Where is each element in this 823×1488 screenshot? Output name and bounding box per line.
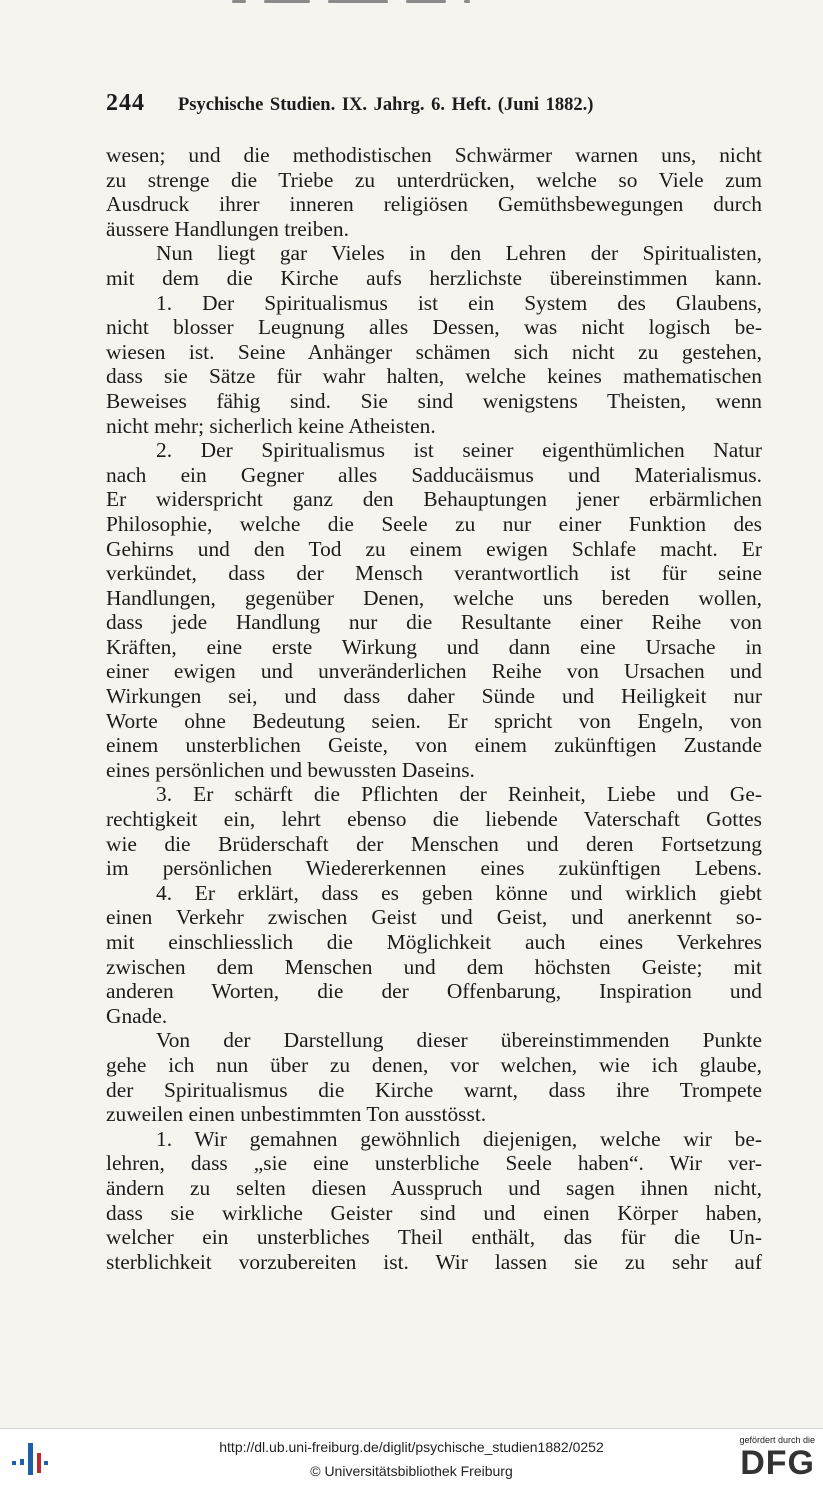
text-line: im persönlichen Wiedererkennen eines zukünftigen Lebens. (106, 856, 762, 881)
text-line: wesen; und die methodistischen Schwärmer warnen uns, nicht (106, 143, 762, 167)
text-line: wiesen ist. Seine Anhänger schämen sich nicht zu gestehen, (106, 339, 762, 364)
text-line: Von der Darstellung dieser übereinstimmenden Punkte (156, 1028, 762, 1053)
text-line: Wirkungen sei, und dass daher Sünde und Heiligkeit nur (106, 684, 762, 709)
text-line: verkündet, dass der Mensch verantwortlich ist für seine (106, 561, 762, 586)
text-line: lehren, dass „sie eine unsterbliche Seele haben“. Wir ver- (106, 1151, 762, 1176)
text-line: Worte ohne Bedeutung seien. Er spricht von Engeln, von (106, 708, 762, 733)
text-line: einen Verkehr zwischen Geist und Geist, und anerkennt so- (106, 905, 762, 930)
text-line: wie die Brüderschaft der Menschen und deren Fortsetzung (106, 831, 762, 856)
text-line: nicht mehr; sicherlich keine Atheisten. (106, 413, 436, 438)
text-line: eines persönlichen und bewussten Daseins. (106, 757, 475, 782)
text-line: mit dem die Kirche aufs herzlichste übereinstimmen kann. (106, 265, 762, 290)
text-line: Er widerspricht ganz den Behauptungen jener erbärmlichen (106, 487, 762, 512)
text-line: 1. Der Spiritualismus ist ein System des Glaubens, (156, 290, 762, 315)
text-line: Beweises fähig sind. Sie sind wenigstens Theisten, wenn (106, 388, 762, 413)
text-line: dass sie Sätze für wahr halten, welche keines mathematischen (106, 364, 762, 389)
text-line: 2. Der Spiritualismus ist seiner eigenthümlichen Natur (156, 438, 762, 463)
text-line: Gnade. (106, 1003, 168, 1028)
text-line: zwischen dem Menschen und dem höchsten Geiste; mit (106, 954, 762, 979)
text-line: anderen Worten, die der Offenbarung, Inspiration und (106, 979, 762, 1004)
running-head: Psychische Studien. IX. Jahrg. 6. Heft. (Juni 1882.) (178, 95, 594, 115)
text-line: einem unsterblichen Geiste, von einem zukünftigen Zustande (106, 733, 762, 758)
text-line: Kräften, eine erste Wirkung und dann eine Ursache in (106, 634, 762, 659)
text-line: Handlungen, gegenüber Denen, welche uns bereden wollen, (106, 585, 762, 610)
text-line: nicht blosser Leugnung alles Dessen, was nicht logisch be- (106, 315, 762, 340)
text-line: Ausdruck ihrer inneren religiösen Gemüthsbewegungen durch (106, 192, 762, 217)
text-line: welcher ein unsterbliches Theil enthält, das für die Un- (106, 1225, 762, 1250)
text-line: dass sie wirkliche Geister sind und einen Körper haben, (106, 1200, 762, 1225)
source-url-link[interactable]: http://dl.ub.uni-freiburg.de/diglit/psychische_studien1882/0252 (219, 1439, 604, 1455)
text-line: mit einschliesslich die Möglichkeit auch eines Verkehres (106, 930, 762, 954)
text-line: einer ewigen und unveränderlichen Reihe von Ursachen und (106, 659, 762, 684)
text-line: zuweilen einen unbestimmten Ton ausstösst. (106, 1102, 487, 1127)
scan-artifact (232, 0, 552, 8)
text-line: der Spiritualismus die Kirche warnt, dass ihre Trompete (106, 1077, 762, 1102)
text-line: gehe ich nun über zu denen, vor welchen, wie ich glaube, (106, 1052, 762, 1077)
text-line: Nun liegt gar Vieles in den Lehren der Spiritualisten, (156, 241, 762, 266)
copyright-notice: © Universitätsbibliothek Freiburg (310, 1463, 513, 1479)
text-line: dass jede Handlung nur die Resultante einer Reihe von (106, 610, 762, 635)
dfg-mark: DFG (740, 1444, 815, 1482)
page-header (106, 90, 762, 120)
text-line: sterblichkeit vorzubereiten ist. Wir lassen sie zu sehr auf (106, 1249, 762, 1274)
footer-bar (0, 1428, 823, 1488)
text-line: Philosophie, welche die Seele zu nur einer Funktion des (106, 511, 762, 536)
text-line: nach ein Gegner alles Sadducäismus und Materialismus. (106, 462, 762, 487)
text-line: Gehirns und den Tod zu einem ewigen Schlafe macht. Er (106, 536, 762, 561)
text-line: rechtigkeit ein, lehrt ebenso die liebende Vaterschaft Gottes (106, 807, 762, 832)
text-line: zu strenge die Triebe zu unterdrücken, welche so Viele zum (106, 167, 762, 192)
dfg-logo (719, 1435, 815, 1483)
page-number: 244 (106, 90, 145, 116)
text-line: 4. Er erklärt, dass es geben könne und wirklich giebt (156, 880, 762, 905)
text-line: 1. Wir gemahnen gewöhnlich diejenigen, welche wir be- (156, 1126, 762, 1151)
text-line: äussere Handlungen treiben. (106, 216, 349, 241)
dfg-tagline: gefördert durch die (739, 1435, 815, 1445)
text-line: 3. Er schärft die Pflichten der Reinheit, Liebe und Ge- (156, 782, 762, 807)
body-text (106, 143, 762, 1274)
text-line: ändern zu selten diesen Ausspruch und sagen ihnen nicht, (106, 1175, 762, 1200)
